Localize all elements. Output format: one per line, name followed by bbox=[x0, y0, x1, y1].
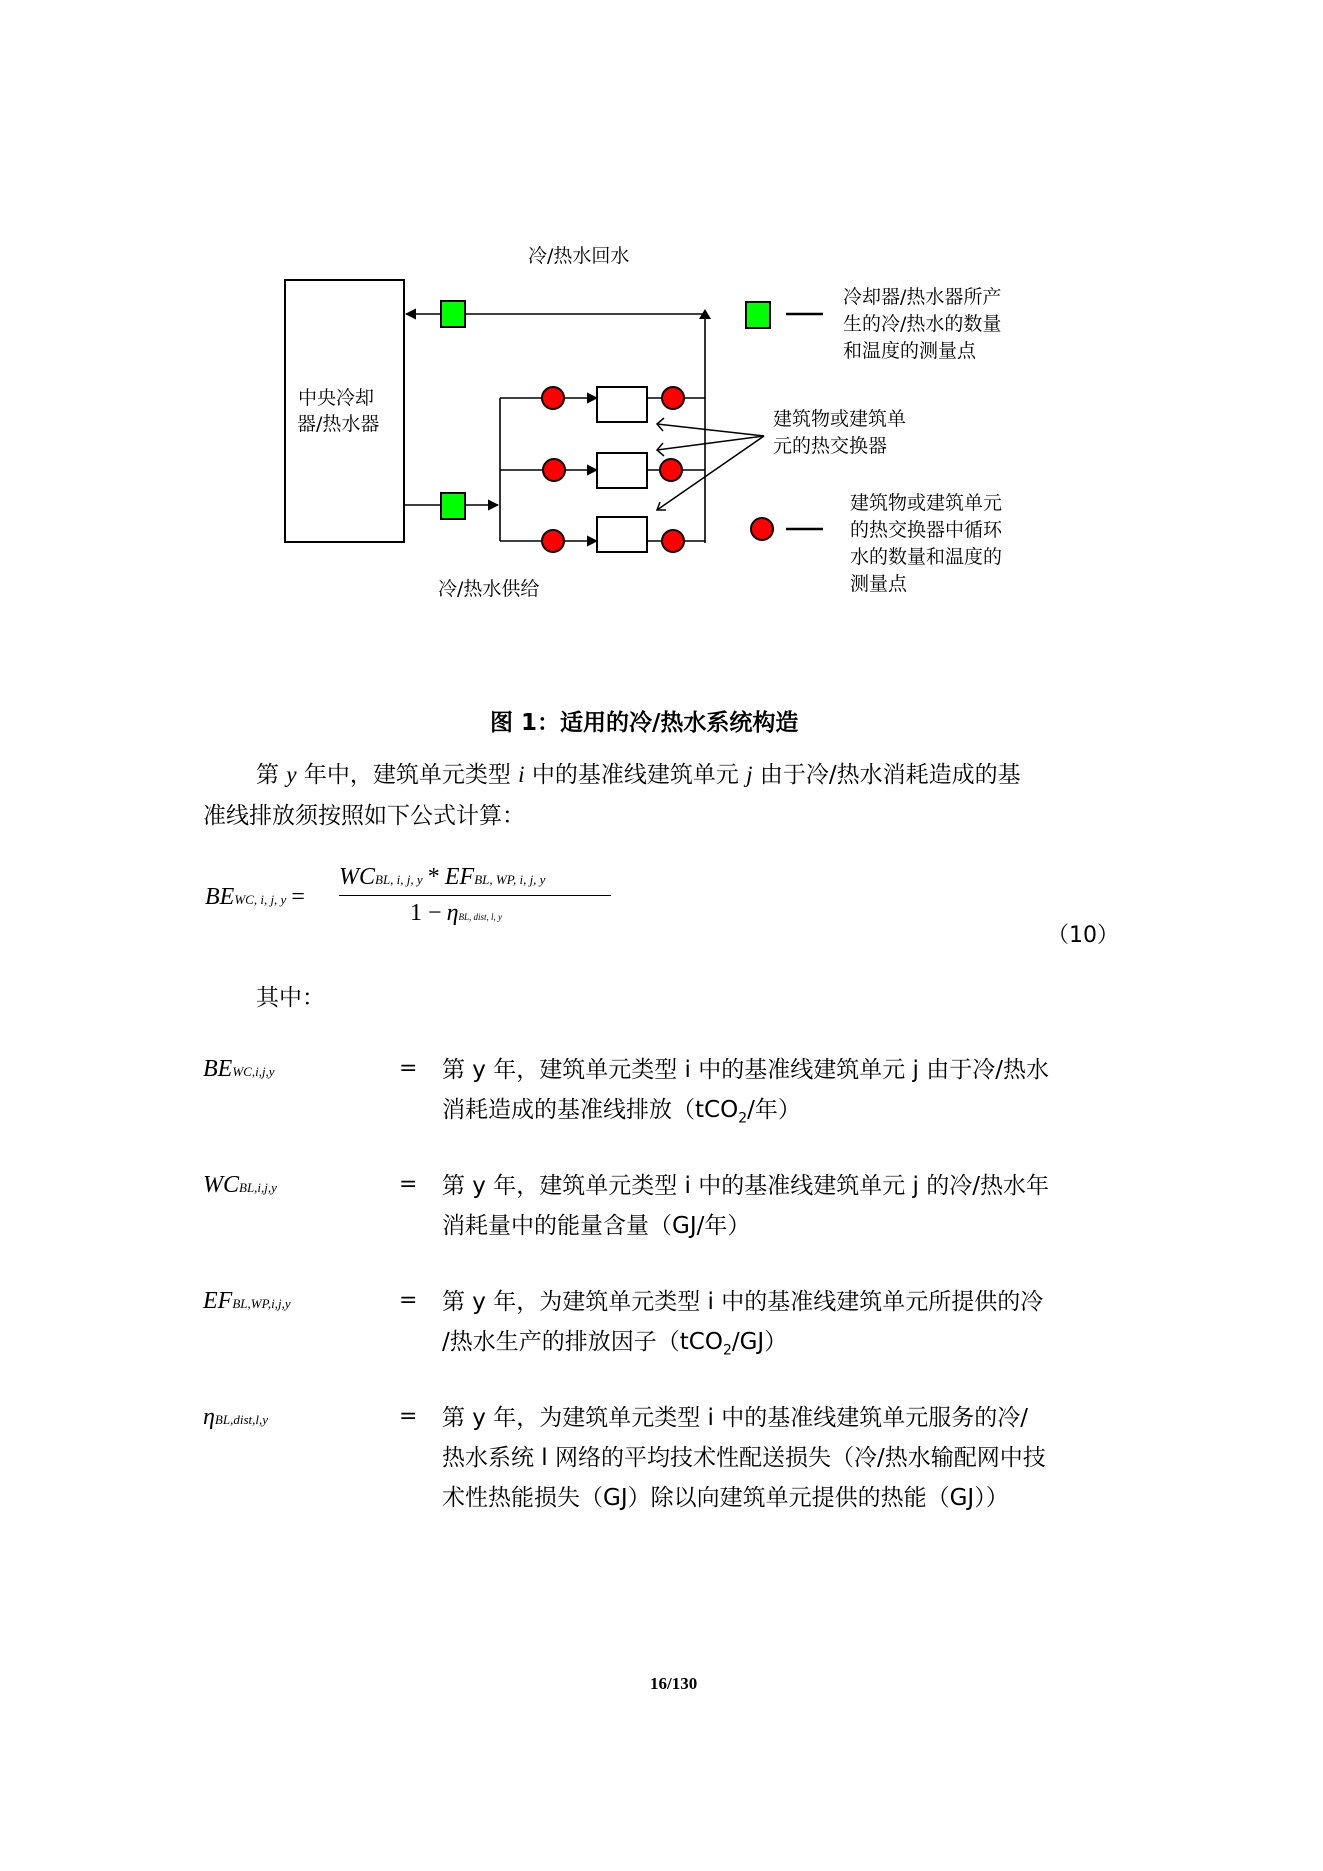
red-measurement-point bbox=[662, 530, 684, 552]
formula-denominator bbox=[410, 900, 502, 927]
formula-lhs-symbol: BE bbox=[205, 884, 235, 910]
fraction-bar bbox=[339, 895, 611, 896]
denominator-eta: η bbox=[446, 900, 459, 926]
legend-red-marker bbox=[751, 518, 773, 540]
def-equals: = bbox=[399, 1056, 418, 1081]
where-label: 其中： bbox=[256, 985, 325, 1011]
legend-green-text-2: 生的冷/热水的数量 bbox=[843, 313, 1002, 335]
def-symbol: η bbox=[203, 1404, 215, 1430]
legend-green-text-3: 和温度的测量点 bbox=[843, 340, 977, 362]
def-symbol: EF bbox=[203, 1288, 233, 1314]
formula-equals: = bbox=[291, 884, 305, 910]
supply-water-label: 冷/热水供给 bbox=[438, 578, 540, 600]
intro-text: 年中，建筑单元类型 bbox=[303, 762, 511, 788]
equation-number: （10） bbox=[1047, 923, 1119, 948]
heat-exchanger-box bbox=[597, 517, 647, 552]
legend-red-text-4: 测量点 bbox=[850, 573, 908, 595]
heat-exchanger-box bbox=[597, 387, 647, 422]
denominator-one: 1 − bbox=[410, 900, 442, 926]
legend-green-marker bbox=[746, 302, 770, 328]
def-line-1: 第 y 年，建筑单元类型 i 中的基准线建筑单元 j 的冷/热水年 bbox=[442, 1173, 1050, 1199]
intro-text: 中的基准线建筑单元 bbox=[531, 762, 739, 788]
legend-red-text-3: 水的数量和温度的 bbox=[850, 546, 1003, 568]
system-diagram bbox=[0, 0, 1323, 620]
intro-line-1 bbox=[256, 755, 1021, 795]
red-measurement-point bbox=[543, 459, 565, 481]
numerator-wc-sub: BL, i, j, y bbox=[375, 872, 423, 887]
def-equals: = bbox=[399, 1172, 418, 1197]
def-line-2: 热水系统 l 网络的平均技术性配送损失（冷/热水输配网中技 bbox=[442, 1445, 1046, 1471]
heat-exchanger-box bbox=[597, 453, 647, 488]
def-symbol: BE bbox=[203, 1056, 233, 1082]
central-unit-label-2: 器/热水器 bbox=[297, 413, 380, 435]
return-water-label: 冷/热水回水 bbox=[528, 245, 630, 267]
def-line-2: 消耗量中的能量含量（GJ/年） bbox=[442, 1213, 751, 1239]
figure-caption: 图 1：适用的冷/热水系统构造 bbox=[490, 710, 799, 736]
def-equals: = bbox=[399, 1404, 418, 1429]
def-line-3: 术性热能损失（GJ）除以向建筑单元提供的热能（GJ）） bbox=[442, 1485, 1009, 1511]
numerator-ef: EF bbox=[444, 864, 475, 890]
formula-lhs-sub: WC, i, j, y bbox=[234, 892, 287, 907]
def-line-1: 第 y 年，为建筑单元类型 i 中的基准线建筑单元所提供的冷 bbox=[442, 1289, 1044, 1315]
numerator-wc: WC bbox=[339, 864, 375, 890]
def-line-1: 第 y 年，为建筑单元类型 i 中的基准线建筑单元服务的冷/ bbox=[442, 1405, 1028, 1431]
var-j: j bbox=[746, 762, 753, 787]
green-measurement-point bbox=[441, 493, 465, 519]
def-line-2: /热水生产的排放因子（tCO$_2$/GJ） bbox=[442, 1329, 788, 1359]
branch-3 bbox=[500, 517, 705, 552]
def-symbol-sub: BL,WP,i,j,y bbox=[232, 1296, 291, 1311]
heat-exchanger-label-2: 元的热交换器 bbox=[773, 435, 888, 457]
def-symbol-sub: BL,i,j,y bbox=[239, 1180, 277, 1195]
def-line-2: 消耗造成的基准线排放（tCO$_2$/年） bbox=[442, 1097, 801, 1127]
intro-text: 第 bbox=[256, 762, 279, 788]
def-equals: = bbox=[399, 1288, 418, 1313]
def-symbol-sub: BL,dist,l,y bbox=[214, 1412, 268, 1427]
red-measurement-point bbox=[542, 387, 564, 409]
branch-1 bbox=[500, 387, 705, 422]
denominator-eta-sub: BL, dist, l, y bbox=[458, 912, 503, 922]
def-line-1: 第 y 年，建筑单元类型 i 中的基准线建筑单元 j 由于冷/热水 bbox=[442, 1057, 1050, 1083]
times-sign: * bbox=[427, 864, 440, 890]
def-symbol: WC bbox=[203, 1172, 239, 1198]
green-measurement-point bbox=[441, 301, 465, 327]
red-measurement-point bbox=[662, 387, 684, 409]
branch-2 bbox=[500, 453, 705, 488]
legend-red-text-1: 建筑物或建筑单元 bbox=[850, 492, 1003, 514]
heat-exchanger-label-1: 建筑物或建筑单 bbox=[773, 408, 907, 430]
var-i: i bbox=[518, 762, 525, 787]
central-unit-label-1: 中央冷却 bbox=[298, 387, 375, 409]
intro-text: 由于冷/热水消耗造成的基 bbox=[759, 762, 1021, 788]
legend-red-text-2: 的热交换器中循环 bbox=[850, 519, 1003, 541]
numerator-ef-sub: BL, WP, i, j, y bbox=[474, 872, 546, 887]
page-number: 16/130 bbox=[650, 1674, 698, 1693]
red-measurement-point bbox=[660, 459, 682, 481]
var-y: y bbox=[286, 762, 297, 787]
def-symbol-sub: WC,i,j,y bbox=[232, 1064, 275, 1079]
red-measurement-point bbox=[542, 530, 564, 552]
intro-line-2: 准线排放须按照如下公式计算： bbox=[203, 803, 525, 829]
formula-numerator bbox=[339, 864, 545, 891]
legend-green-text-1: 冷却器/热水器所产 bbox=[843, 286, 1002, 308]
formula-lhs bbox=[205, 884, 305, 911]
